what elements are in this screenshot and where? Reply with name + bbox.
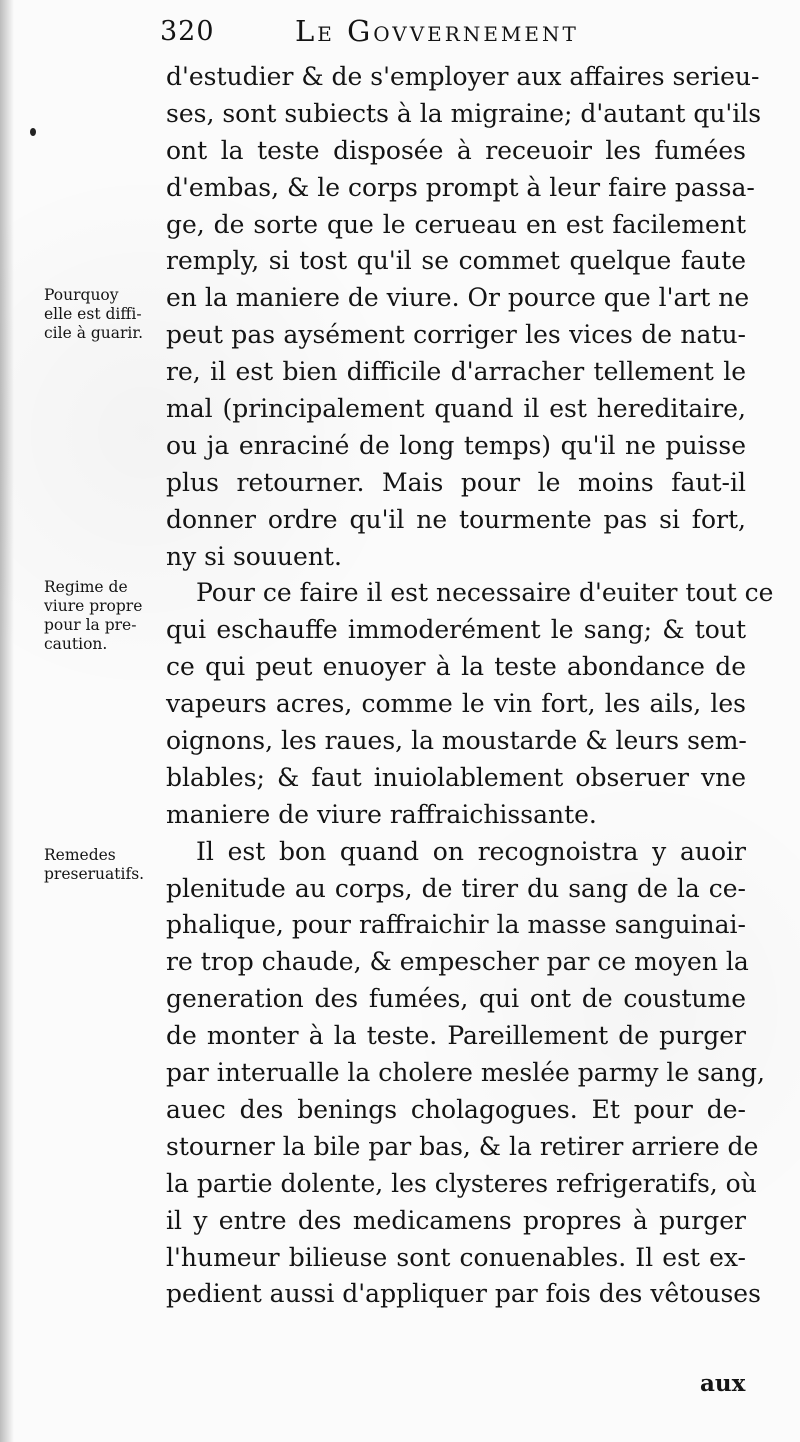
paragraph-start-line: Il est bon quand on recognoistra y auoir bbox=[196, 836, 746, 866]
text-line: ny si souuent. bbox=[166, 541, 342, 571]
page-number: 320 bbox=[160, 16, 215, 47]
text-line: par interualle la cholere meslée parmy le sang, bbox=[166, 1058, 765, 1088]
text-line: ses, sont subiects à la migraine; d'autant qu'ils bbox=[166, 98, 762, 128]
margin-note-line: Regime de bbox=[44, 578, 128, 596]
text-line: ont la teste disposée à receuoir les fumées bbox=[166, 135, 746, 165]
text-line: d'estudier & de s'employer aux affaires serieu- bbox=[166, 62, 760, 91]
margin-note-line: preseruatifs. bbox=[44, 865, 145, 883]
text-line: re trop chaude, & empescher par ce moyen la bbox=[166, 947, 749, 977]
text-line: vapeurs acres, comme le vin fort, les ails, les bbox=[166, 689, 746, 719]
text-line: blables; & faut inuiolablement obseruer vne bbox=[166, 762, 746, 792]
text-line: en la maniere de viure. Or pource que l'art ne bbox=[166, 283, 750, 313]
margin-note-line: cile à guarir. bbox=[44, 324, 144, 342]
text-line: ce qui peut enuoyer à la teste abondance de bbox=[166, 652, 746, 682]
margin-note-regime bbox=[44, 578, 162, 654]
paragraph-start-line: Pour ce faire il est necessaire d'euiter tout ce bbox=[196, 578, 774, 608]
body-text bbox=[166, 59, 774, 1313]
margin-note-pourquoy bbox=[44, 286, 162, 343]
text-line: donner ordre qu'il ne tourmente pas si fort, bbox=[166, 504, 746, 534]
margin-note-line: pour la pre- bbox=[44, 616, 137, 634]
text-line: remply, si tost qu'il se commet quelque faute bbox=[166, 246, 746, 276]
text-line: il y entre des medicamens propres à purger bbox=[166, 1205, 746, 1235]
text-line: maniere de viure raffraichissante. bbox=[166, 799, 597, 829]
text-line: qui eschauffe immoderément le sang; & tout bbox=[166, 615, 746, 645]
text-line: de monter à la teste. Pareillement de purger bbox=[166, 1021, 746, 1051]
margin-note-line: caution. bbox=[44, 635, 108, 653]
ink-speck bbox=[30, 128, 36, 136]
text-line: plus retourner. Mais pour le moins faut-il bbox=[166, 467, 746, 497]
gutter-shadow bbox=[0, 0, 14, 1442]
text-line: plenitude au corps, de tirer du sang de la ce- bbox=[166, 873, 746, 903]
text-line: generation des fumées, qui ont de coustume bbox=[166, 984, 746, 1014]
text-line: mal (principalement quand il est hereditaire, bbox=[166, 394, 746, 424]
text-line: l'humeur bilieuse sont conuenables. Il est ex- bbox=[166, 1242, 746, 1272]
margin-note-line: Pourquoy bbox=[44, 286, 119, 304]
catchword: aux bbox=[700, 1370, 746, 1397]
text-line: pedient aussi d'appliquer par fois des vêtouses bbox=[166, 1279, 761, 1309]
margin-note-line: elle est diffi- bbox=[44, 305, 142, 323]
running-head: Le Govvernement bbox=[295, 14, 579, 48]
text-line: stourner la bile par bas, & la retirer arriere de bbox=[166, 1131, 759, 1161]
text-line: d'embas, & le corps prompt à leur faire passa- bbox=[166, 172, 755, 202]
text-line: phalique, pour raffraichir la masse sanguinai- bbox=[166, 910, 746, 940]
margin-note-line: Remedes bbox=[44, 846, 116, 864]
text-line: oignons, les raues, la moustarde & leurs sem- bbox=[166, 726, 747, 756]
text-line: la partie dolente, les clysteres refrigeratifs, où bbox=[166, 1168, 757, 1198]
text-line: re, il est bien difficile d'arracher tellement le bbox=[166, 357, 746, 387]
page-header bbox=[160, 14, 760, 54]
margin-note-line: viure propre bbox=[44, 597, 143, 615]
text-line: ou ja enraciné de long temps) qu'il ne puisse bbox=[166, 430, 746, 460]
text-line: peut pas aysément corriger les vices de natu- bbox=[166, 320, 746, 350]
text-line: auec des benings cholagogues. Et pour de- bbox=[166, 1094, 746, 1124]
text-line: ge, de sorte que le cerueau en est facilement bbox=[166, 209, 746, 239]
margin-note-remedes bbox=[44, 846, 162, 884]
